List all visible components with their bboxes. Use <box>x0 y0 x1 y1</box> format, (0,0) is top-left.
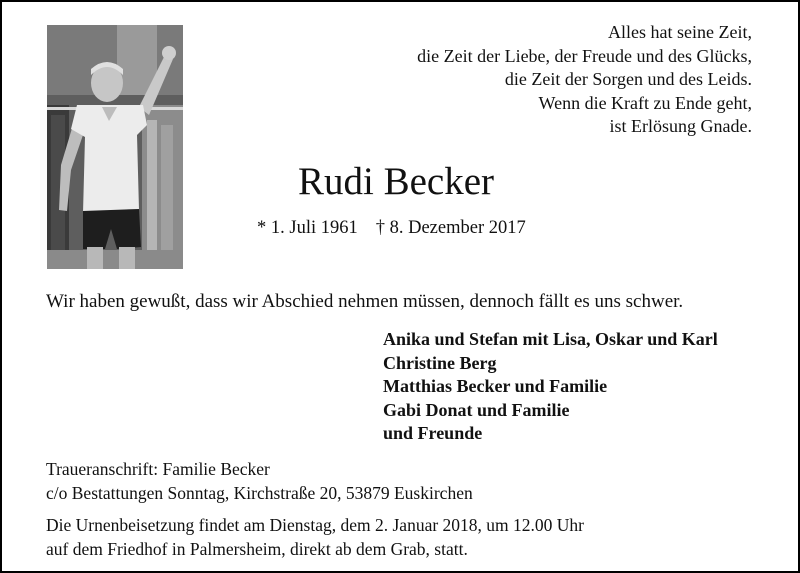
death-date: † 8. Dezember 2017 <box>375 218 526 238</box>
mourners-list <box>383 328 718 446</box>
address-line: Traueranschrift: Familie Becker <box>46 459 270 479</box>
poem-line: die Zeit der Liebe, der Freude und des Glücks, <box>417 45 752 66</box>
farewell-sentence: Wir haben gewußt, dass wir Abschied nehmen müssen, dennoch fällt es uns schwer. <box>46 291 684 312</box>
burial-notice <box>46 513 584 561</box>
poem-line: ist Erlösung Gnade. <box>609 116 752 136</box>
poem-line: die Zeit der Sorgen und des Leids. <box>504 69 752 89</box>
birth-date: * 1. Juli 1961 <box>257 218 358 238</box>
mourner-entry: Christine Berg <box>383 352 497 373</box>
mourning-address <box>46 457 473 505</box>
mourner-entry: Matthias Becker und Familie <box>383 376 608 396</box>
burial-line: auf dem Friedhof in Palmersheim, direkt ab dem Grab, statt. <box>46 539 468 559</box>
mourner-entry: und Freunde <box>383 423 483 443</box>
poem-line: Wenn die Kraft zu Ende geht, <box>538 92 752 113</box>
portrait-photo <box>47 25 183 269</box>
mourner-entry: Anika und Stefan mit Lisa, Oskar und Karl <box>383 329 718 349</box>
life-dates <box>257 216 526 240</box>
burial-line: Die Urnenbeisetzung findet am Dienstag, dem 2. Januar 2018, um 12.00 Uhr <box>46 515 584 535</box>
mourner-entry: Gabi Donat und Familie <box>383 399 570 420</box>
deceased-name: Rudi Becker <box>298 160 495 203</box>
poem-line: Alles hat seine Zeit, <box>608 22 752 42</box>
address-line: c/o Bestattungen Sonntag, Kirchstraße 20, 53879 Euskirchen <box>46 483 473 503</box>
poem <box>417 21 752 139</box>
